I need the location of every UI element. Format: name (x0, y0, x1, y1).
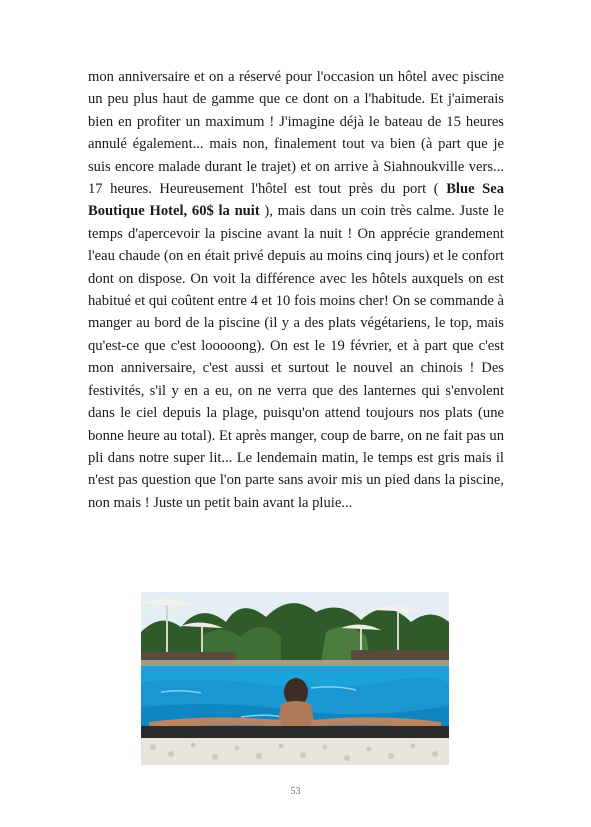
pebbles (141, 738, 449, 765)
hotel-name: Blue Sea Boutique Hotel, 60$ la nuit (88, 181, 505, 220)
person-back (277, 701, 315, 727)
pool-photo-illustration (141, 592, 449, 765)
page-number: 53 (290, 786, 301, 797)
pool-edge (141, 726, 449, 738)
body-paragraph (88, 66, 504, 514)
hotel-pool-photo (141, 592, 449, 765)
paragraph-text-part2: ), mais dans un coin très calme. Juste le temps d'apercevoir la piscine avant la nuit ! On apprécie grandement l'eau chaude (on en était privé depuis au moins cinq jours) et le confort dont on dispose. On voit la différence avec les hôtels auxquels on est habitué et qui coûtent entre 4 et 10 fois moins cher! On se commande à manger au bord de la piscine (il y a des plats végétariens, le top, mais qu'est-ce que c'est looooong). On est le 19 février, et à part que c'est mon anniversaire, c'est aussi et surtout le nouvel an chinois ! Des festivités, s'il y en a eu, on ne verra que des lanternes qui s'envolent dans le ciel depuis la plage, puisqu'on attend toujours nos plats (une bonne heure au total). Et après manger, coup de barre, on ne fait pas un pli dans notre super lit... Le lendemain matin, le temps est gris mais il n'est pas question que l'on parte sans avoir mis un pied dans la piscine, non mais ! Juste un petit bain avant la pluie... (88, 203, 504, 511)
paragraph-text-part1: mon anniversaire et on a réservé pour l'occasion un hôtel avec piscine un peu plus haut de gamme que ce dont on a l'habitude. Et j'aimerais bien en profiter un maximum ! J'imagine déjà le bateau de 15 heures annulé également... mais non, finalement tout va bien (à part que je suis encore malade durant le trajet) et on arrive à Siahnoukville vers... 17 heures. Heureusement l'hôtel est tout près du port ( (88, 69, 504, 198)
